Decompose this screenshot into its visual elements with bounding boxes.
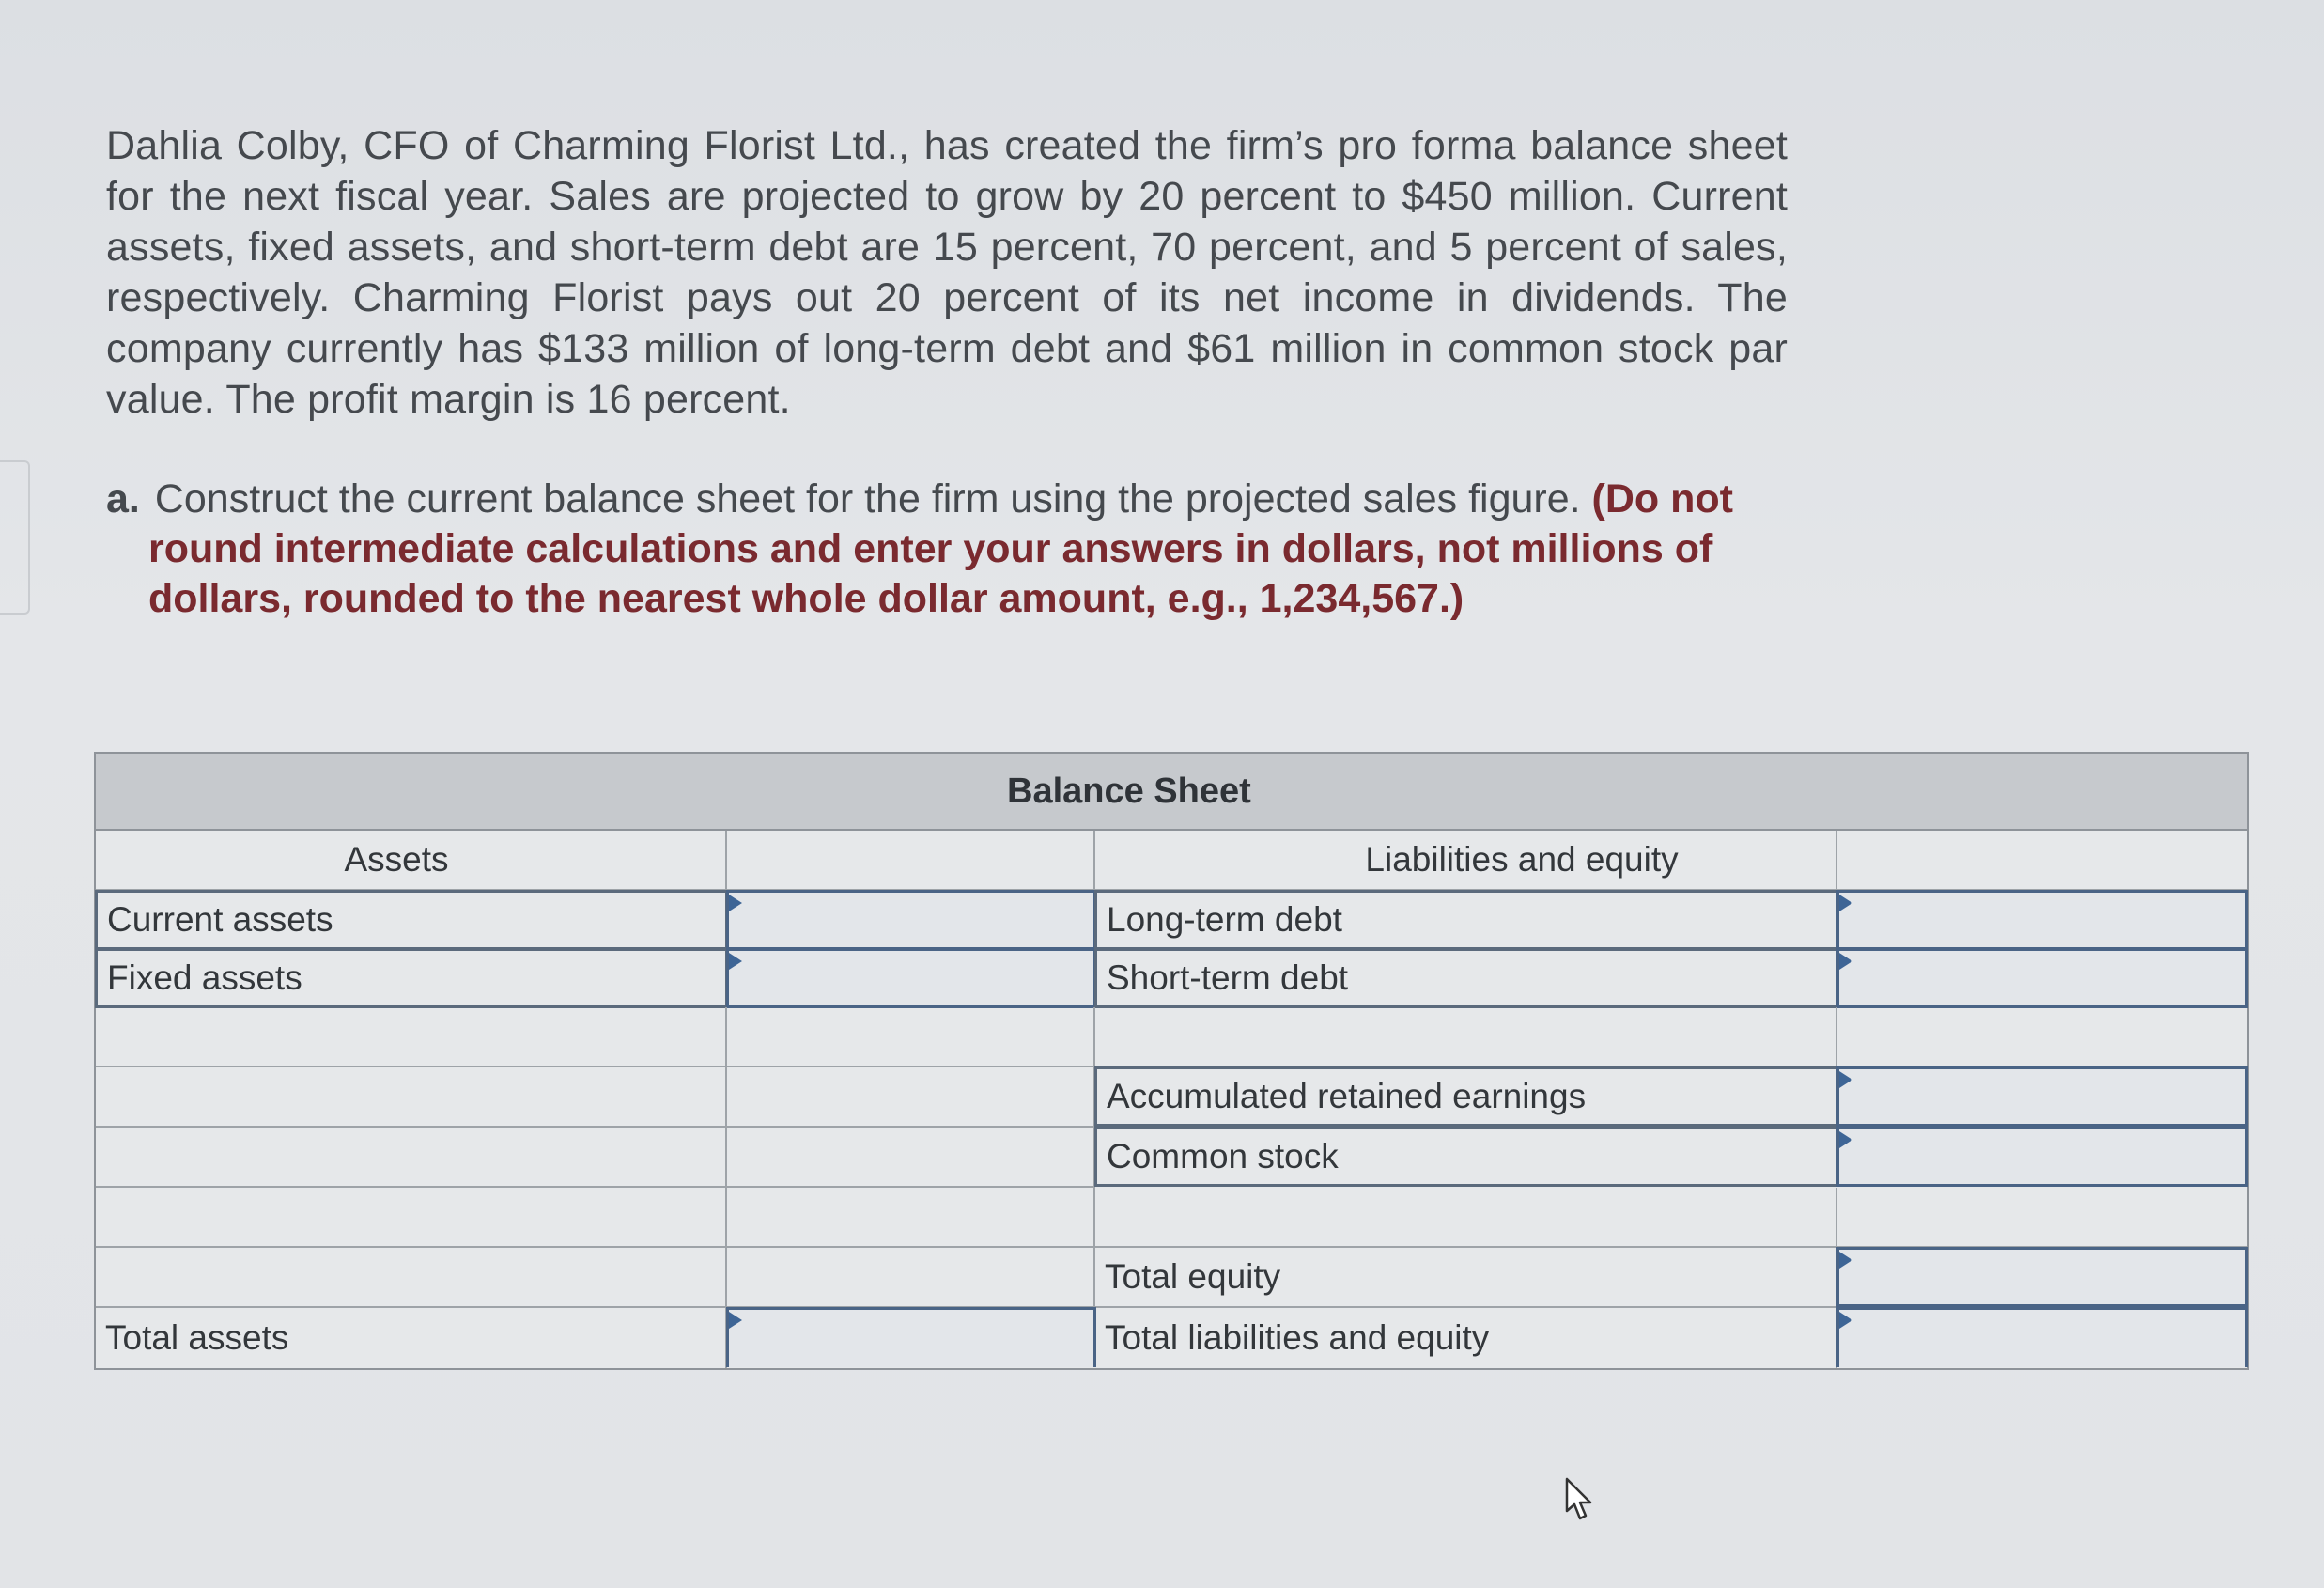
assets-header-value-cell [727, 831, 1095, 891]
empty-asset-value-cell [727, 1128, 1095, 1188]
fixed-assets-label[interactable]: Fixed assets [95, 948, 728, 1008]
short-term-debt-input[interactable] [1836, 948, 2248, 1008]
total-equity-input[interactable] [1836, 1247, 2248, 1307]
liabilities-header-value-cell [1837, 831, 2247, 891]
total-assets-input[interactable] [726, 1307, 1096, 1367]
balance-sheet-totals-row [96, 1308, 2247, 1368]
empty-liab-label-cell [1095, 1188, 1837, 1248]
liabilities-header: Liabilities and equity [1095, 831, 1837, 891]
question-part-a [106, 475, 1778, 624]
empty-asset-value-cell [727, 1067, 1095, 1128]
question-letter: a. [106, 476, 140, 522]
empty-liab-label-cell [1095, 1007, 1837, 1067]
empty-asset-label-cell [96, 1248, 727, 1308]
current-assets-label[interactable]: Current assets [95, 890, 728, 950]
page-edge-decoration [0, 460, 30, 615]
empty-asset-value-cell [727, 1248, 1095, 1308]
short-term-debt-label[interactable]: Short-term debt [1094, 948, 1838, 1008]
balance-sheet-title: Balance Sheet [1007, 771, 1251, 811]
question-instruction: (Do not round intermediate calculations and enter your answers in dollars, not millions of dollars, rounded to the nearest whole dollar amount, e.g., 1,234,567.) [148, 476, 1733, 621]
empty-liab-value-cell [1837, 1007, 2247, 1067]
long-term-debt-input[interactable] [1836, 890, 2248, 950]
problem-statement: Dahlia Colby, CFO of Charming Florist Ltd., has created the firm’s pro forma balance sheet for the next fiscal year. Sales are projected to grow by 20 percent to $450 million. Current assets, fixed assets, and short-term debt are 15 percent, 70 percent, and 5 percent of sales, respectively. Charming Florist pays out 20 percent of its net income in dividends. The company currently has $133 million of long-term debt and $61 million in common stock par value. The profit margin is 16 percent. [106, 123, 1788, 422]
total-liabilities-and-equity-label: Total liabilities and equity [1095, 1308, 1837, 1368]
accumulated-retained-earnings-label[interactable]: Accumulated retained earnings [1094, 1066, 1838, 1127]
common-stock-input[interactable] [1836, 1127, 2248, 1187]
empty-asset-label-cell [96, 1128, 727, 1188]
balance-sheet-grid [96, 831, 2247, 1308]
empty-asset-label-cell [96, 1188, 727, 1248]
total-equity-label: Total equity [1095, 1248, 1837, 1308]
current-assets-input[interactable] [726, 890, 1096, 950]
total-assets-label: Total assets [96, 1308, 727, 1368]
assets-header: Assets [96, 831, 727, 891]
accumulated-retained-earnings-input[interactable] [1836, 1066, 2248, 1127]
empty-asset-value-cell [727, 1188, 1095, 1248]
empty-liab-value-cell [1837, 1188, 2247, 1248]
empty-asset-value-cell [727, 1007, 1095, 1067]
long-term-debt-label[interactable]: Long-term debt [1094, 890, 1838, 950]
question-text: Construct the current balance sheet for the firm using the projected sales figure. [154, 476, 1581, 522]
common-stock-label[interactable]: Common stock [1094, 1127, 1838, 1187]
mouse-pointer-icon [1564, 1477, 1596, 1522]
fixed-assets-input[interactable] [726, 948, 1096, 1008]
empty-asset-label-cell [96, 1067, 727, 1128]
total-liabilities-and-equity-input[interactable] [1836, 1307, 2248, 1367]
balance-sheet-table [94, 752, 2249, 1370]
balance-sheet-title-row [96, 754, 2247, 831]
empty-asset-label-cell [96, 1007, 727, 1067]
